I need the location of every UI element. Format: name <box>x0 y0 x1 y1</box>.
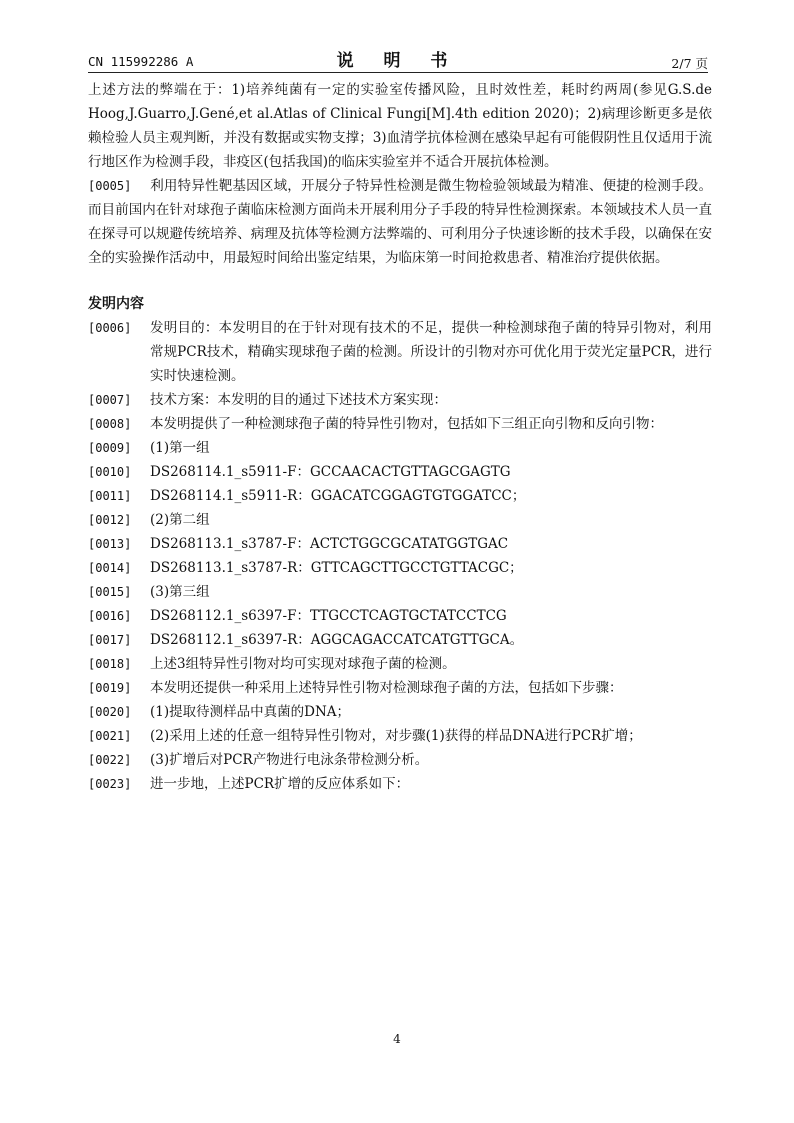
paragraph-text: (3)扩增后对PCR产物进行电泳条带检测分析。 <box>150 752 429 768</box>
paragraph-number: [0020] <box>88 705 132 719</box>
document-body <box>88 78 712 796</box>
paragraph-number: [0010] <box>88 465 132 479</box>
numbered-paragraph <box>88 484 712 508</box>
paragraph-text: DS268113.1_s3787-R：GTTCAGCTTGCCTGTTACGC； <box>150 560 523 576</box>
paragraph-text: DS268114.1_s5911-R：GGACATCGGAGTGTGGATCC； <box>150 488 526 504</box>
paragraph-text: 进一步地，上述PCR扩增的反应体系如下： <box>150 776 410 792</box>
paragraph-text: 发明目的：本发明目的在于针对现有技术的不足，提供一种检测球孢子菌的特异引物对，利用常规PCR技术，精确实现球孢子菌的检测。所设计的引物对亦可优化用于荧光定量PCR，进行实时快速检测。 <box>150 320 712 384</box>
paragraph-text: DS268112.1_s6397-F：TTGCCTCAGTGCTATCCTCG <box>150 608 507 624</box>
paragraph-number: [0005] <box>88 179 132 193</box>
page-indicator: 2/7 页 <box>671 56 708 71</box>
paragraph-number: [0015] <box>88 585 132 599</box>
paragraph-text: (1)提取待测样品中真菌的DNA； <box>150 704 351 720</box>
paragraph-text: (2)第二组 <box>150 512 210 528</box>
paragraph-text: DS268112.1_s6397-R：AGGCAGACCATCATGTTGCA。 <box>150 632 524 648</box>
numbered-paragraph <box>88 580 712 604</box>
paragraph-number: [0012] <box>88 513 132 527</box>
patent-number: CN 115992286 A <box>88 54 194 69</box>
paragraph-text: (3)第三组 <box>150 584 210 600</box>
page-number: 4 <box>393 1032 401 1046</box>
paragraph-number: [0014] <box>88 561 132 575</box>
paragraph-0005 <box>88 174 712 270</box>
paragraph-number: [0023] <box>88 777 132 791</box>
paragraph-text: 上述方法的弊端在于：1)培养纯菌有一定的实验室传播风险，且时效性差，耗时约两周(参见G.S.de Hoog,J.Guarro,J.Gené,et al.Atlas of Clinical Fungi[M].4th edition 2020)；2)病理诊断更多是依赖检验人员主观判断，并没有数据或实物支撑；3)血清学抗体检测在感染早起有可能假阴性且仅适用于流行地区作为检测手段，非疫区(包括我国)的临床实验室并不适合开展抗体检测。 <box>88 82 712 170</box>
section-title: 发明内容 <box>88 296 144 312</box>
numbered-paragraph <box>88 388 712 412</box>
paragraph-number: [0021] <box>88 729 132 743</box>
paragraph-number: [0009] <box>88 441 132 455</box>
paragraph-text: DS268113.1_s3787-F：ACTCTGGCGCATATGGTGAC <box>150 536 509 552</box>
numbered-paragraph <box>88 748 712 772</box>
page-header <box>88 44 708 73</box>
paragraph-text: 利用特异性靶基因区域，开展分子特异性检测是微生物检验领域最为精准、便捷的检测手段。而目前国内在针对球孢子菌临床检测方面尚未开展利用分子手段的特异性检测探索。本领域技术人员一直在探寻可以规避传统培养、病理及抗体等检测方法弊端的、可利用分子快速诊断的技术手段，以确保在安全的实验操作活动中，用最短时间给出鉴定结果，为临床第一时间抢救患者、精准治疗提供依据。 <box>88 178 712 266</box>
numbered-paragraph <box>88 508 712 532</box>
document-title: 说 明 书 <box>336 51 460 71</box>
numbered-paragraph <box>88 772 712 796</box>
numbered-paragraph <box>88 604 712 628</box>
paragraph-number: [0019] <box>88 681 132 695</box>
numbered-paragraph <box>88 556 712 580</box>
paragraph-text: 技术方案：本发明的目的通过下述技术方案实现： <box>150 392 447 408</box>
numbered-paragraph-list <box>88 316 712 796</box>
numbered-paragraph <box>88 316 712 388</box>
numbered-paragraph <box>88 532 712 556</box>
numbered-paragraph <box>88 436 712 460</box>
numbered-paragraph <box>88 700 712 724</box>
numbered-paragraph <box>88 676 712 700</box>
paragraph-continuation <box>88 78 712 174</box>
numbered-paragraph <box>88 412 712 436</box>
numbered-paragraph <box>88 460 712 484</box>
paragraph-text: 本发明还提供一种采用上述特异性引物对检测球孢子菌的方法，包括如下步骤： <box>150 680 623 696</box>
paragraph-number: [0011] <box>88 489 132 503</box>
paragraph-number: [0008] <box>88 417 132 431</box>
paragraph-number: [0006] <box>88 321 132 335</box>
paragraph-text: 上述3组特异性引物对均可实现对球孢子菌的检测。 <box>150 656 456 672</box>
numbered-paragraph <box>88 652 712 676</box>
paragraph-text: 本发明提供了一种检测球孢子菌的特异性引物对，包括如下三组正向引物和反向引物： <box>150 416 663 432</box>
paragraph-number: [0013] <box>88 537 132 551</box>
paragraph-number: [0022] <box>88 753 132 767</box>
numbered-paragraph <box>88 628 712 652</box>
paragraph-number: [0007] <box>88 393 132 407</box>
paragraph-number: [0017] <box>88 633 132 647</box>
paragraph-number: [0018] <box>88 657 132 671</box>
paragraph-text: (2)采用上述的任意一组特异性引物对，对步骤(1)获得的样品DNA进行PCR扩增； <box>150 728 642 744</box>
paragraph-text: (1)第一组 <box>150 440 210 456</box>
numbered-paragraph <box>88 724 712 748</box>
paragraph-number: [0016] <box>88 609 132 623</box>
paragraph-text: DS268114.1_s5911-F：GCCAACACTGTTAGCGAGTG <box>150 464 511 480</box>
